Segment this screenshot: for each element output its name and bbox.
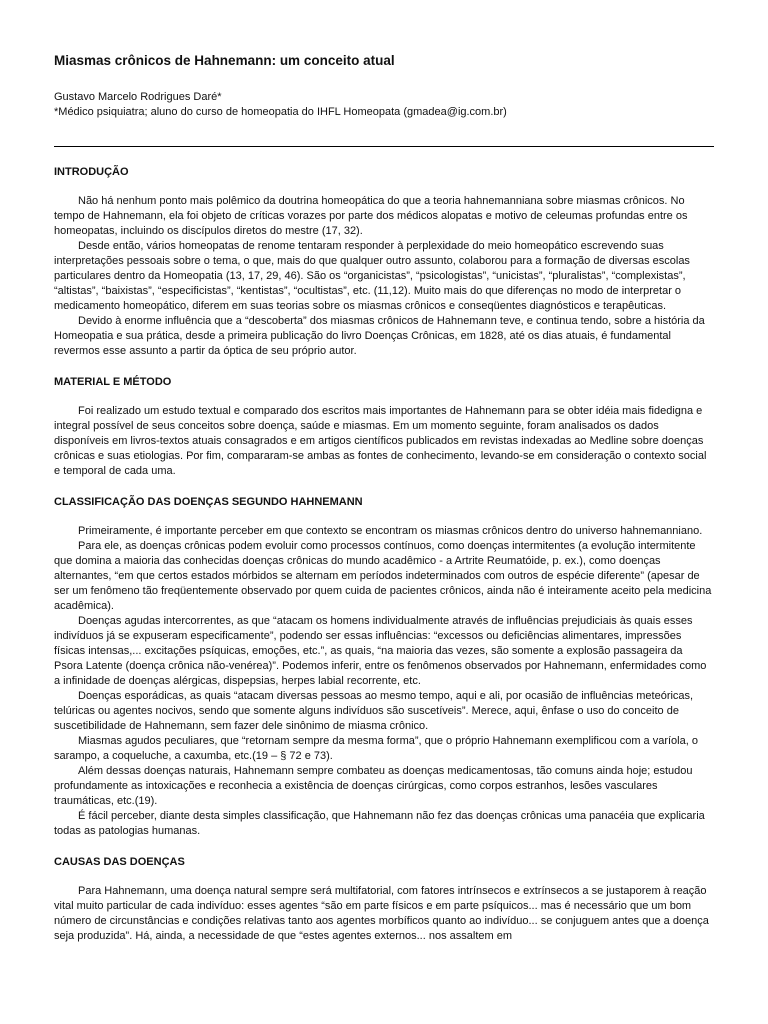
section-classificacao	[54, 495, 714, 839]
article	[54, 52, 714, 960]
header-divider	[54, 146, 714, 147]
section-heading: MATERIAL E MÉTODO	[54, 376, 172, 388]
section-heading: INTRODUÇÃO	[54, 166, 129, 178]
paragraph: Doenças agudas intercorrentes, as que “atacam os homens individualmente através de influências prejudiciais às quais esses indivíduos já se expuseram especificamente”, podendo ser essas influências: “excessos ou deficiências alimentares, impressões físicas intensas,... excitações psíquicas, emoções, etc.”, as quais, “na maioria das vezes, são somente a explosão passageira da Psora Latente (doença crônica não-venérea)”. Podemos inferir, entre os fenômenos observados por Hahnemann, enfermidades como a infinidade de doenças alérgicas, dispepsias, herpes labial recorrente, etc.	[54, 615, 707, 687]
section-heading: CAUSAS DAS DOENÇAS	[54, 856, 185, 868]
section-heading: CLASSIFICAÇÃO DAS DOENÇAS SEGUNDO HAHNEMANN	[54, 496, 363, 508]
paragraph: Para ele, as doenças crônicas podem evoluir como processos contínuos, como doenças intermitentes (a evolução intermitente que domina a maioria das conhecidas doenças crônicas do mundo acadêmico - a Artrite Reumatóide, p. ex.), como doenças alternantes, “em que certos estados mórbidos se alternam em períodos indeterminados com outros de espécie diferente” (apesar de ser um fenômeno tão freqüentemente observado por quem cuida de pacientes crônicos, ainda não é inteiramente aceito pela medicina acadêmica).	[54, 540, 712, 612]
article-title: Miasmas crônicos de Hahnemann: um conceito atual	[54, 53, 395, 68]
paragraph: Miasmas agudos peculiares, que “retornam sempre da mesma forma”, que o próprio Hahnemann exemplificou com a varíola, o sarampo, a coqueluche, a caxumba, etc.(19 – § 72 e 73).	[54, 735, 698, 762]
paragraph: É fácil perceber, diante desta simples classificação, que Hahnemann não fez das doenças crônicas uma panacéia que explicaria todas as patologias humanas.	[54, 810, 705, 837]
paragraph: Desde então, vários homeopatas de renome tentaram responder à perplexidade do meio homeopático escrevendo suas interpretações pessoais sobre o tema, o que, mais do que qualquer outro assunto, colaborou para a formação de diversas escolas particulares dentro da Homeopatia (13, 17, 29, 46). São os “organicistas”, “psicologistas”, “unicistas”, “pluralistas”, “complexistas”, “altistas”, “baixistas”, “especificistas”, “kentistas”, “ocultistas”, etc. (11,12). Muito mais do que diferenças no modo de interpretar o medicamento homeopático, diferem em suas teorias sobre os miasmas crônicos e conseqüentes diagnósticos e terapêuticas.	[54, 240, 690, 312]
author-name: Gustavo Marcelo Rodrigues Daré*	[54, 91, 222, 103]
paragraph: Foi realizado um estudo textual e comparado dos escritos mais importantes de Hahnemann para se obter idéia mais fidedigna e integral possível de seus conceitos sobre doença, saúde e miasmas. Em um momento seguinte, foram analisados os dados disponíveis em livros-textos atuais consagrados e em artigos científicos publicados em revistas indexadas ao Medline sobre doenças crônicas e suas etiologias. Por fim, compararam-se ambas as fontes de conhecimento, levando-se em consideração o contexto social e temporal de cada uma.	[54, 405, 707, 477]
paragraph: Devido à enorme influência que a “descoberta” dos miasmas crônicos de Hahnemann teve, e continua tendo, sobre a história da Homeopatia e sua prática, desde a primeira publicação do livro Doenças Crônicas, em 1828, até os dias atuais, é fundamental revermos esse assunto a partir da óptica de seu próprio autor.	[54, 315, 705, 357]
section-material-metodo	[54, 375, 714, 479]
section-introduction	[54, 165, 714, 359]
paragraph: Além dessas doenças naturais, Hahnemann sempre combateu as doenças medicamentosas, tão comuns ainda hoje; estudou profundamente as intoxicações e reconhecia a existência de doenças cirúrgicas, como corpos estranhos, lesões vasculares traumáticas, etc.(19).	[54, 765, 693, 807]
author-affiliation: *Médico psiquiatra; aluno do curso de homeopatia do IHFL Homeopata (gmadea@ig.com.br)	[54, 106, 507, 118]
paragraph: Para Hahnemann, uma doença natural sempre será multifatorial, com fatores intrínsecos e extrínsecos a se justaporem à reação vital muito particular de cada indivíduo: esses agentes “são em parte físicos e em parte psíquicos... mas é necessário que um bom número de circunstâncias e condições relativas tanto aos agentes morbíficos quanto ao indivíduo... se conjuguem antes que a doença seja produzida”. Há, ainda, a necessidade de que “estes agentes externos... nos assaltem em	[54, 885, 709, 942]
section-causas	[54, 855, 714, 944]
paragraph: Não há nenhum ponto mais polêmico da doutrina homeopática do que a teoria hahnemanniana sobre miasmas crônicos. No tempo de Hahnemann, ela foi objeto de críticas vorazes por parte dos médicos alopatas e motivo de celeumas profundas entre os homeopatas, incluindo os discípulos diretos do mestre (17, 32).	[54, 195, 688, 237]
paragraph: Doenças esporádicas, as quais “atacam diversas pessoas ao mesmo tempo, aqui e ali, por ocasião de influências meteóricas, telúricas ou agentes nocivos, sendo que somente alguns indivíduos são suscetíveis”. Merece, aqui, ênfase o uso do conceito de suscetibilidade de Hahnemann, sem fazer dele sinônimo de miasma crônico.	[54, 690, 694, 732]
paragraph: Primeiramente, é importante perceber em que contexto se encontram os miasmas crônicos dentro do universo hahnemanniano.	[78, 525, 703, 537]
